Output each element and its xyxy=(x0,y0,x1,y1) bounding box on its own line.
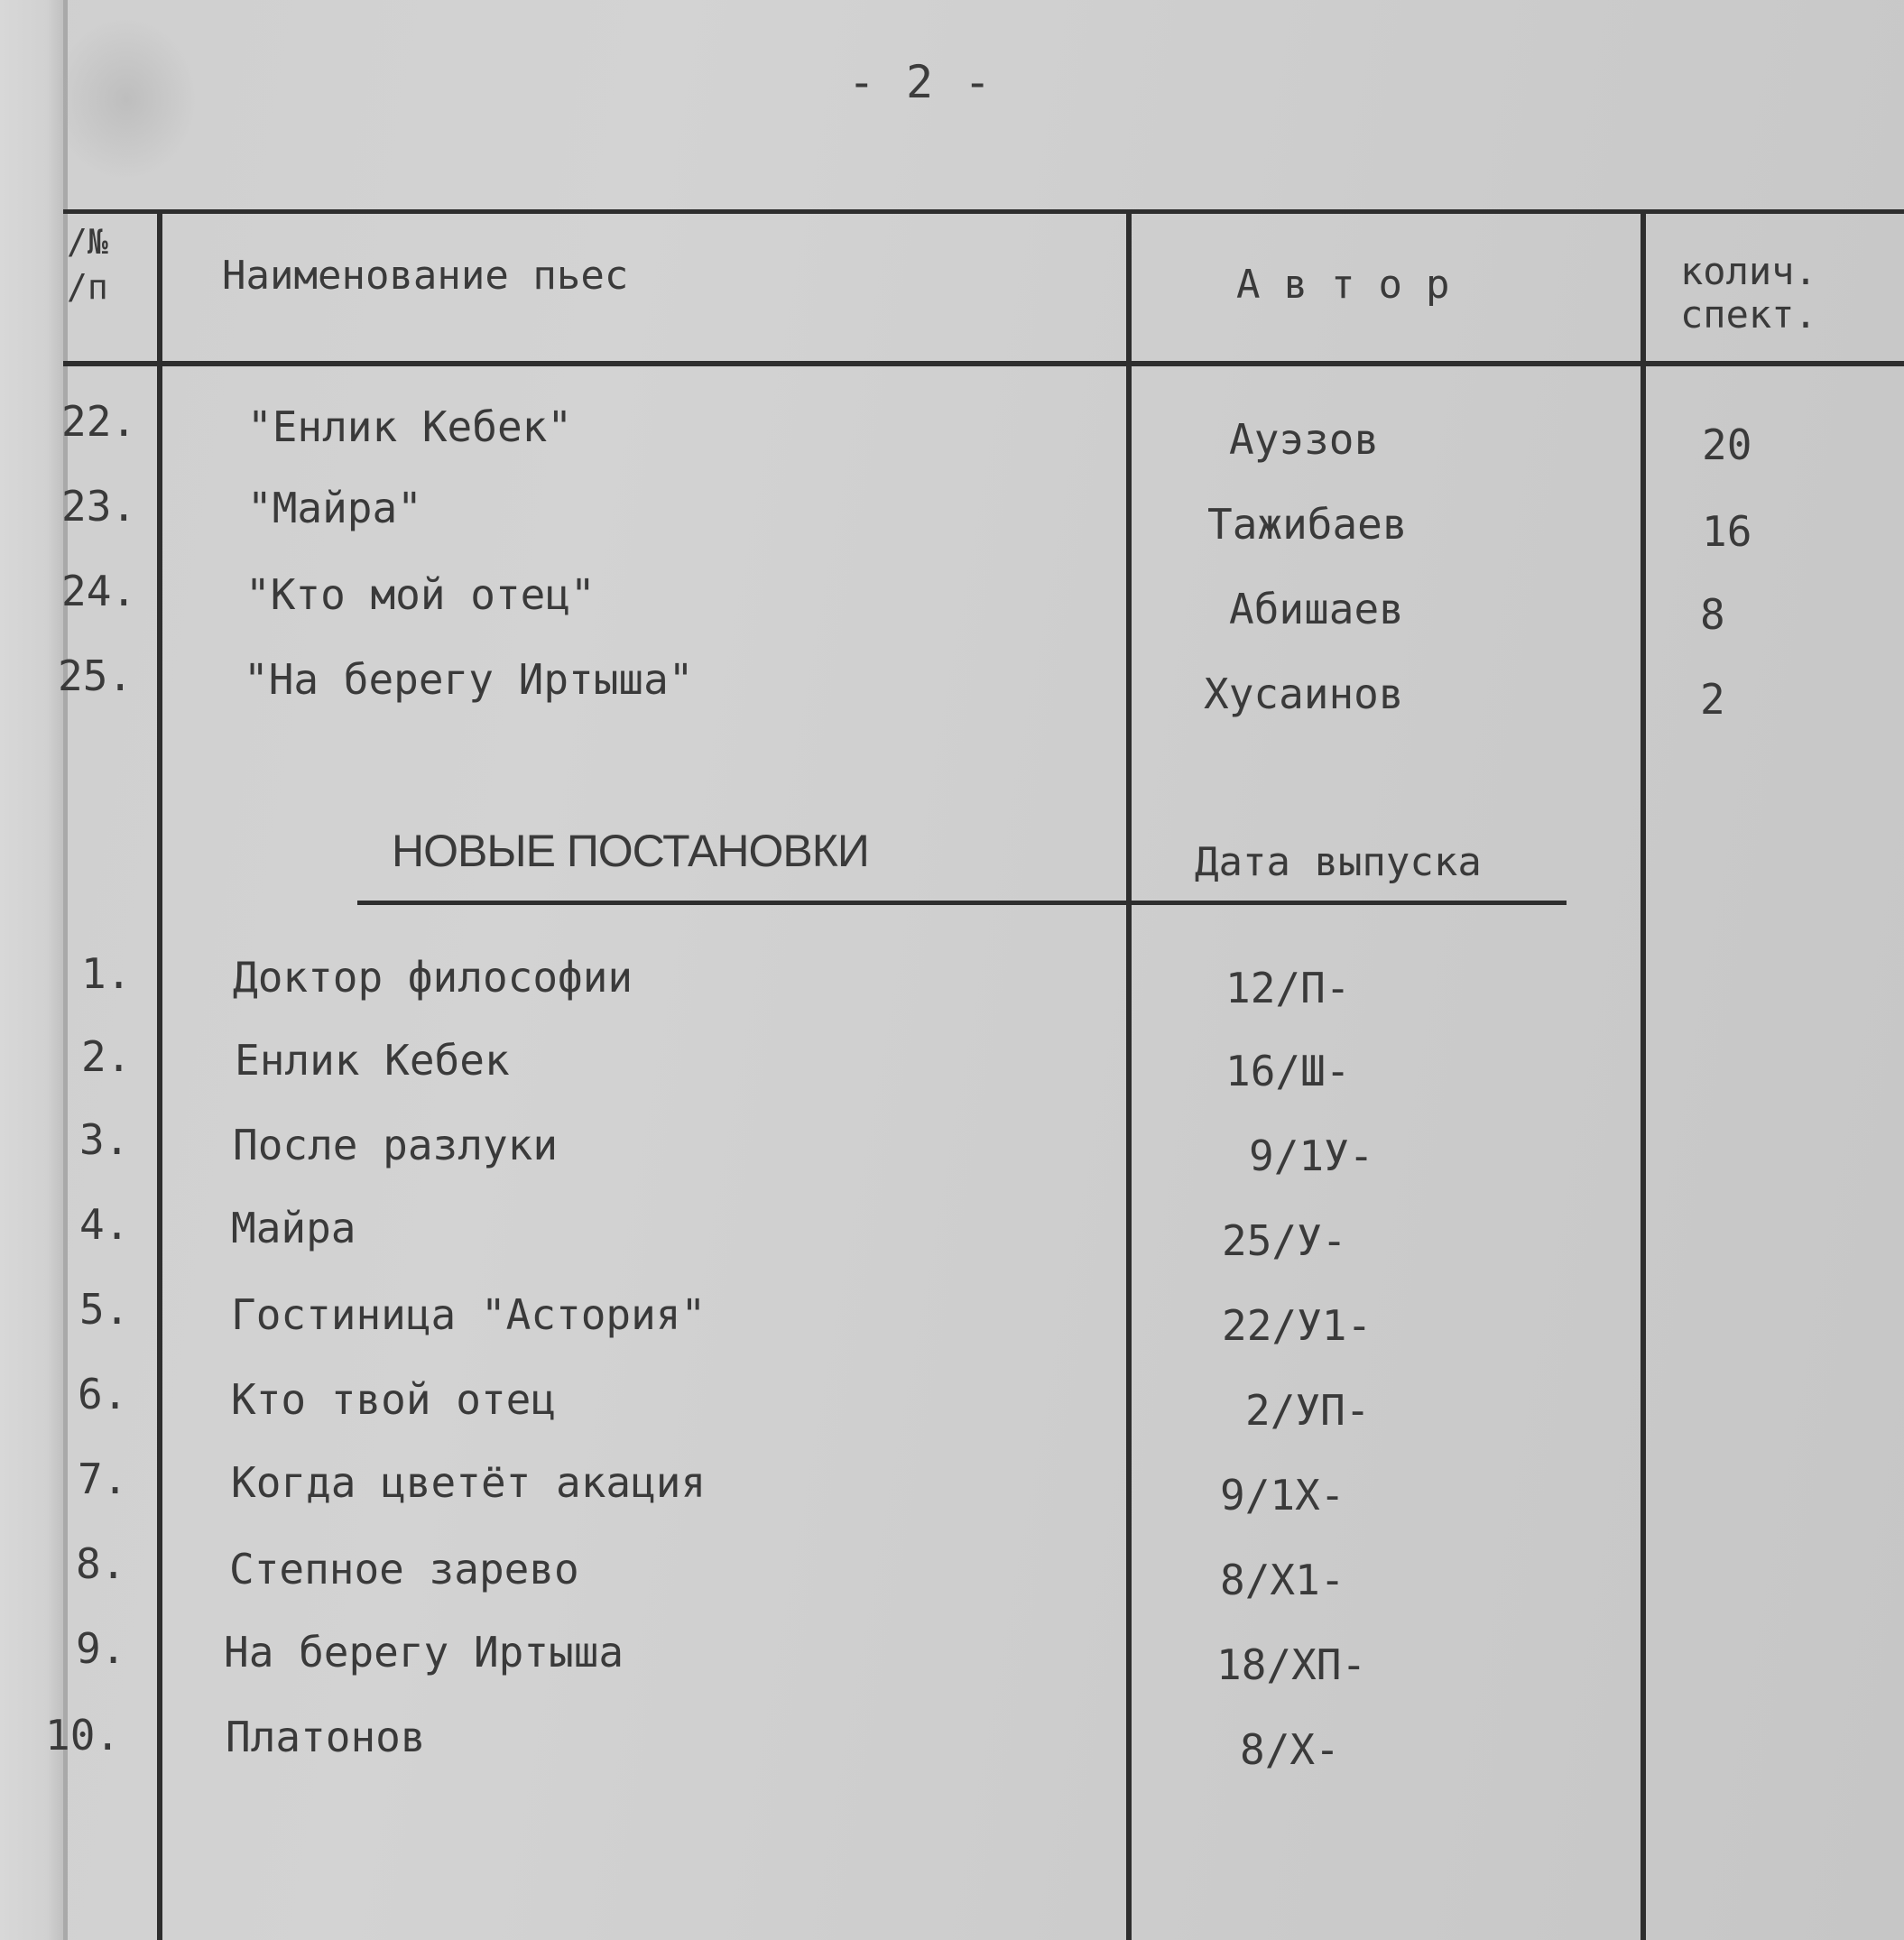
performance-count: 16 xyxy=(1702,507,1752,556)
release-date: 16/Ш- xyxy=(1225,1047,1351,1095)
play-author: Хусаинов xyxy=(1204,670,1404,718)
production-title: Майра xyxy=(231,1204,356,1252)
production-title: Гостиница "Астория" xyxy=(231,1290,707,1339)
row-number: 10. xyxy=(45,1711,121,1760)
table-header-rule xyxy=(63,361,1904,366)
release-date: 25/У- xyxy=(1222,1216,1347,1265)
header-title-column: Наименование пьес xyxy=(222,253,629,299)
row-number: 4. xyxy=(79,1200,130,1249)
row-number: 23. xyxy=(61,482,137,531)
release-date: 9/1Х- xyxy=(1220,1471,1345,1520)
release-date: 8/Х1- xyxy=(1220,1556,1345,1604)
production-title: Степное зарево xyxy=(229,1545,579,1594)
play-title: "Енлик Кебек" xyxy=(247,402,573,451)
play-author: Ауэзов xyxy=(1229,415,1380,464)
row-number: 6. xyxy=(78,1370,128,1418)
page-edge-strip xyxy=(0,0,67,1940)
release-date: 8/Х- xyxy=(1240,1725,1340,1774)
play-author: Тажибаев xyxy=(1207,500,1408,549)
row-number: 5. xyxy=(79,1285,130,1334)
release-date: 18/ХП- xyxy=(1216,1640,1367,1689)
row-number: 25. xyxy=(58,651,134,700)
row-number: 9. xyxy=(76,1624,126,1673)
row-number: 22. xyxy=(61,397,137,446)
row-number: 2. xyxy=(81,1032,132,1081)
paper-smudge xyxy=(54,18,199,180)
production-title: Доктор философии xyxy=(233,953,633,1002)
play-title: "Майра" xyxy=(247,484,422,532)
row-number: 7. xyxy=(78,1455,128,1503)
play-title: "На берегу Иртыша" xyxy=(244,655,694,704)
play-author: Абишаев xyxy=(1229,585,1404,633)
production-title: После разлуки xyxy=(233,1121,559,1169)
release-date: 12/П- xyxy=(1225,964,1351,1012)
production-title: Енлик Кебек xyxy=(235,1036,510,1085)
header-author-column: Автор xyxy=(1236,262,1474,308)
col-divider-author xyxy=(1641,209,1646,1940)
col-divider-number xyxy=(157,209,162,1940)
release-date-column: Дата выпуска xyxy=(1195,839,1482,885)
section-underline xyxy=(357,901,1567,905)
section-title: НОВЫЕ ПОСТАНОВКИ xyxy=(392,826,869,876)
performance-count: 8 xyxy=(1700,590,1725,639)
performance-count: 20 xyxy=(1702,420,1752,469)
col-divider-title xyxy=(1126,209,1132,1940)
header-count-bottom: спект. xyxy=(1680,292,1817,337)
page-number: - 2 - xyxy=(847,56,994,108)
release-date: 22/У1- xyxy=(1222,1301,1373,1350)
release-date: 2/УП- xyxy=(1245,1386,1371,1435)
header-number-bottom: /п xyxy=(67,267,108,307)
production-title: Кто твой отец xyxy=(231,1375,557,1424)
production-title: Платонов xyxy=(226,1713,426,1761)
table-top-rule xyxy=(63,209,1904,214)
row-number: 8. xyxy=(76,1539,126,1588)
play-title: "Кто мой отец" xyxy=(245,570,596,619)
header-count-top: колич. xyxy=(1680,249,1817,293)
header-number-top: /№ xyxy=(67,222,108,262)
production-title: На берегу Иртыша xyxy=(224,1628,624,1677)
row-number: 24. xyxy=(61,567,137,615)
row-number: 3. xyxy=(79,1115,130,1164)
production-title: Когда цветёт акация xyxy=(231,1458,707,1507)
performance-count: 2 xyxy=(1700,675,1725,724)
row-number: 1. xyxy=(81,949,132,998)
release-date: 9/1У- xyxy=(1249,1132,1374,1180)
